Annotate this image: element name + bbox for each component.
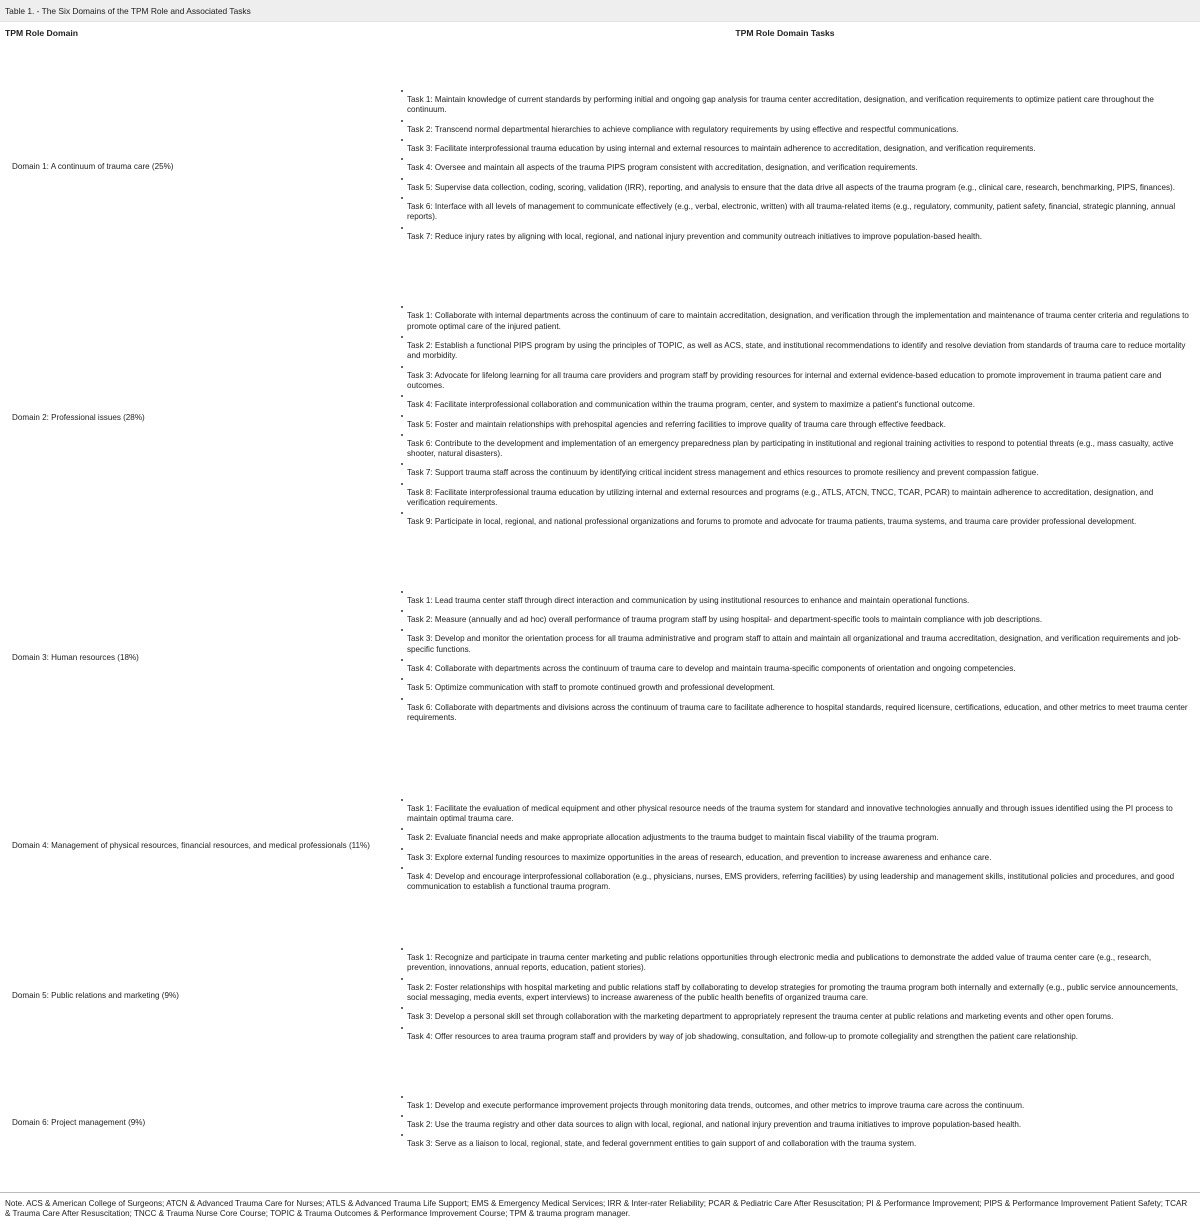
task-text: Task 9: Participate in local, regional, and national professional organizations and forums to promote and advocate for trauma patients, trauma systems, and trauma care provider professional development. (407, 517, 1137, 527)
task-cell (398, 546, 1200, 770)
task-item (407, 697, 1190, 727)
domain-name: Domain 6: Project management (9%) (12, 1118, 146, 1128)
header-row (0, 22, 1200, 44)
task-item (407, 590, 1190, 609)
task-text: Task 2: Use the trauma registry and other data sources to align with local, regional, and national injury prevention and trauma initiatives to improve population-based health. (407, 1119, 1022, 1129)
task-item (407, 847, 1190, 866)
task-item (407, 947, 1190, 977)
table-caption: Table 1. - The Six Domains of the TPM Role and Associated Tasks (0, 0, 1200, 22)
task-cell (398, 1069, 1200, 1178)
task-item (407, 628, 1190, 658)
tasks-column-header: TPM Role Domain Tasks (735, 28, 835, 38)
task-list (398, 305, 1190, 530)
task-text: Task 2: Evaluate financial needs and make appropriate allocation adjustments to the trauma budget to maintain fiscal viability of the trauma program. (407, 833, 939, 843)
task-text: Task 6: Contribute to the development and implementation of an emergency preparedness plan by participating in institutional and regional training activities to respond to potential threats (e.g., mass casualty, active shooter, natural disasters). (407, 438, 1174, 459)
task-text: Task 3: Serve as a liaison to local, regional, state, and federal government entities to gain support of and collaboration with the trauma system. (407, 1139, 917, 1149)
task-item (407, 138, 1190, 157)
task-text: Task 3: Explore external funding resources to maximize opportunities in the areas of research, education, and prevention to increase awareness and enhance care. (407, 852, 992, 862)
task-item (407, 609, 1190, 628)
table-row (0, 1069, 1200, 1178)
task-text: Task 1: Collaborate with internal departments across the continuum of care to maintain accreditation, designation, and verification through the implementation and maintenance of trauma center criteria and regulations to promote optimal care of the injured patient. (407, 311, 1189, 331)
task-item (407, 196, 1190, 226)
task-text: Task 8: Facilitate interprofessional trauma education by utilizing internal and external resources and programs (e.g., ATLS, ATCN, TNCC, TCAR, PCAR) to maintain adherence to accreditation, designation, and verification requirements. (407, 487, 1154, 507)
task-list (398, 89, 1190, 245)
task-text: Task 4: Offer resources to area trauma program staff and providers by way of job shadowing, consultation, and follow-up to promote collegiality and strengthen the patient care relationship. (407, 1031, 1078, 1041)
task-item (407, 798, 1190, 828)
task-text: Task 2: Measure (annually and ad hoc) overall performance of trauma program staff by using hospital- and department-specific tools to maintain compliance with job descriptions. (407, 615, 1043, 625)
table-note: Note. ACS & American College of Surgeons; ATCN & Advanced Trauma Care for Nurses; ATLS & Advanced Trauma Life Support; EMS & Emergency Medical Services; IRR & Inter-rater Reliability; PCAR & Pediatric Care After Resuscitation; PI & Performance Improvement; PIPS & Performance Improvement Patient Safety; TCAR & Trauma Care After Resuscitation; TNCC & Trauma Nurse Core Course; TOPIC & Trauma Outcomes & Performance Improvement Course; TPM & trauma program manager. (0, 1192, 1200, 1220)
task-text: Task 1: Recognize and participate in trauma center marketing and public relations opportunities through electronic media and publications to demonstrate the added value of trauma center care (e.g., research, prevention, innovations, annual reports, education, patient stories). (407, 953, 1152, 973)
task-item (407, 305, 1190, 335)
table-row (0, 923, 1200, 1069)
task-item (407, 226, 1190, 245)
task-cell (398, 290, 1200, 546)
task-text: Task 3: Advocate for lifelong learning for all trauma care providers and program staff by providing resources for internal and external evidence-based education to promote improvement in trauma patient care and outcomes. (407, 370, 1162, 390)
domain-name: Domain 2: Professional issues (28%) (12, 412, 145, 422)
task-item (407, 1006, 1190, 1025)
domain-column-header: TPM Role Domain (5, 28, 79, 38)
task-text: Task 2: Establish a functional PIPS program by using the principles of TOPIC, as well as ACS, state, and institutional recommendations to identify and resolve deviation from standards of trauma care to reduce mortality and morbidity. (407, 341, 1186, 361)
task-item (407, 462, 1190, 481)
task-text: Task 4: Facilitate interprofessional collaboration and communication within the trauma program, center, and system to maximize a patient's functional outcome. (407, 400, 975, 410)
domain-name: Domain 1: A continuum of trauma care (25%) (12, 161, 174, 171)
table-row (0, 546, 1200, 770)
task-item (407, 119, 1190, 138)
task-item (407, 157, 1190, 176)
task-list (398, 590, 1190, 726)
task-text: Task 4: Develop and encourage interprofessional collaboration (e.g., physicians, nurses, EMS providers, referring facilities) by using leadership and management skills, institutional policies and procedures, and good communication to establish a functional trauma program. (407, 871, 1175, 892)
task-item (407, 1114, 1190, 1133)
task-item (407, 433, 1190, 463)
table-row (0, 44, 1200, 290)
task-item (407, 977, 1190, 1007)
task-text: Task 2: Foster relationships with hospital marketing and public relations staff by collaborating to develop strategies for promoting the trauma program both internally and externally (e.g., public service announcements, social messaging, media events, expert interviews) to increase awareness of the public health benefits of organized trauma care. (407, 982, 1178, 1002)
task-item (407, 511, 1190, 530)
task-text: Task 1: Maintain knowledge of current standards by performing initial and ongoing gap analysis for trauma center accreditation, designation, and verification requirements to optimize patient care throughout the continuum. (407, 95, 1154, 115)
domains-table (0, 22, 1200, 1178)
domain-name: Domain 3: Human resources (18%) (12, 652, 139, 662)
task-item (407, 677, 1190, 696)
task-item (407, 827, 1190, 846)
task-text: Task 7: Support trauma staff across the continuum by identifying critical incident stress management and ethics resources to promote resiliency and prevent compassion fatigue. (407, 468, 1039, 478)
task-text: Task 6: Interface with all levels of management to communicate effectively (e.g., verbal, electronic, written) with all trauma-related items (e.g., regulatory, community, patient safety, financial, strategic planning, annual reports). (407, 201, 1176, 222)
task-text: Task 2: Transcend normal departmental hierarchies to achieve compliance with regulatory requirements by using effective and respectful communications. (407, 124, 959, 134)
task-item (407, 394, 1190, 413)
task-text: Task 7: Reduce injury rates by aligning with local, regional, and national injury prevention and community outreach initiatives to improve population-based health. (407, 231, 982, 241)
task-item (407, 1095, 1190, 1114)
task-cell (398, 923, 1200, 1069)
task-item (407, 335, 1190, 365)
task-list (398, 1095, 1190, 1153)
task-text: Task 4: Oversee and maintain all aspects of the trauma PIPS program consistent with accreditation, designation, and verification requirements. (407, 163, 918, 173)
task-item (407, 1026, 1190, 1045)
task-item (407, 658, 1190, 677)
task-item (407, 482, 1190, 512)
task-text: Task 3: Facilitate interprofessional trauma education by using internal and external resources to maintain adherence to accreditation, designation, and verification requirements. (407, 144, 1036, 154)
task-text: Task 3: Develop and monitor the orientation process for all trauma administrative and program staff to attain and maintain all organizational and trauma accreditation, designation, and verification requirements and job-specific functions. (407, 634, 1181, 654)
task-item (407, 89, 1190, 119)
task-text: Task 5: Supervise data collection, coding, scoring, validation (IRR), reporting, and analysis to ensure that the data drive all aspects of the trauma program (e.g., clinical care, research, benchmarking, PIPS, finances). (407, 182, 1175, 192)
task-text: Task 5: Foster and maintain relationships with prehospital agencies and referring facilities to improve quality of trauma care through effective feedback. (407, 419, 946, 429)
task-text: Task 3: Develop a personal skill set through collaboration with the marketing department to appropriately represent the trauma center at public relations and marketing events and other open forums. (407, 1012, 1114, 1022)
task-text: Task 1: Lead trauma center staff through direct interaction and communication by using institutional resources to enhance and maintain operational functions. (407, 595, 970, 605)
task-item (407, 365, 1190, 395)
task-text: Task 4: Collaborate with departments across the continuum of trauma care to develop and maintain trauma-specific components of orientation and ongoing competencies. (407, 664, 1016, 673)
task-item (407, 866, 1190, 896)
task-text: Task 6: Collaborate with departments and divisions across the continuum of trauma care to facilitate adherence to hospital standards, required licensure, certifications, education, and other metrics to meet trauma center requirements. (407, 702, 1188, 722)
table-row (0, 290, 1200, 546)
task-cell (398, 770, 1200, 923)
task-text: Task 5: Optimize communication with staff to promote continued growth and professional development. (407, 683, 775, 693)
task-item (407, 1133, 1190, 1152)
domain-name: Domain 5: Public relations and marketing (9%) (12, 990, 179, 1000)
task-text: Task 1: Develop and execute performance improvement projects through monitoring data trends, outcomes, and other metrics to improve trauma care across the continuum. (407, 1100, 1025, 1110)
task-item (407, 177, 1190, 196)
domain-name: Domain 4: Management of physical resources, financial resources, and medical professionals (11%) (12, 841, 370, 851)
task-text: Task 1: Facilitate the evaluation of medical equipment and other physical resource needs of the trauma system for standard and innovative technologies annually and through issues identified using the PI process to maintain optimal trauma care. (407, 803, 1173, 823)
task-list (398, 798, 1190, 896)
table-row (0, 770, 1200, 923)
task-cell (398, 44, 1200, 290)
task-list (398, 947, 1190, 1045)
task-item (407, 414, 1190, 433)
